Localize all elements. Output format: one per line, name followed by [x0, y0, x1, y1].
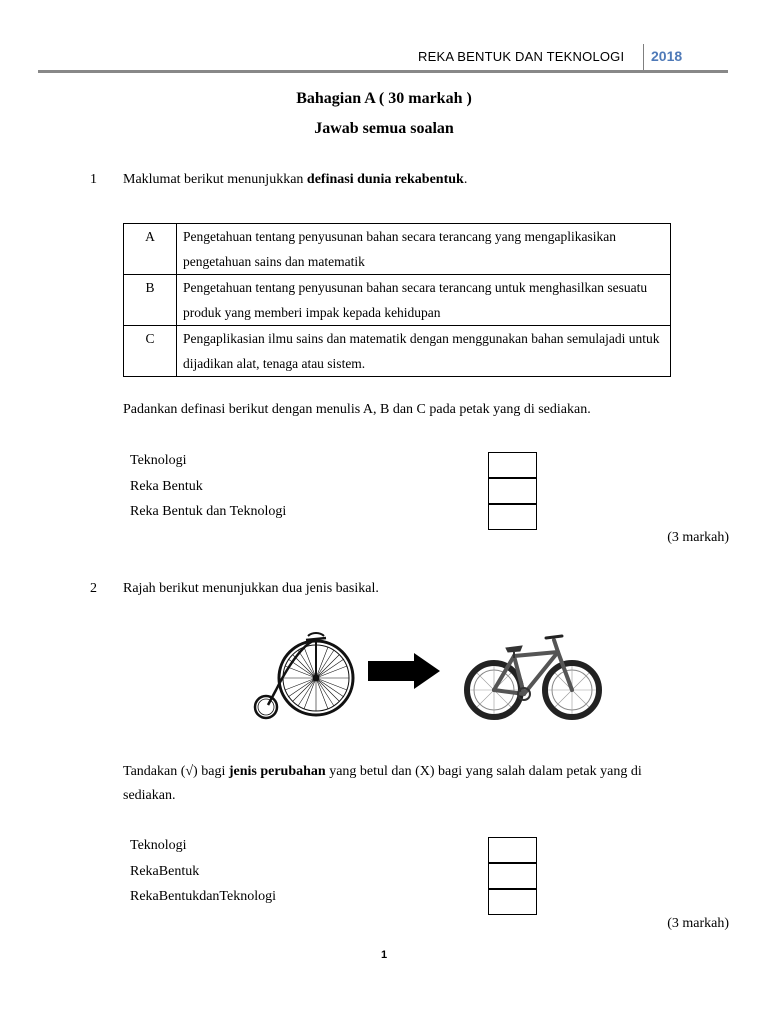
mountain-bicycle-image — [462, 628, 602, 724]
table-row — [124, 326, 671, 377]
q2-instruction-after: yang betul dan (X) bagi yang salah dalam petak yang di — [325, 764, 642, 779]
row-text: Pengetahuan tentang penyusunan bahan secara terancang yang mengaplikasikan pengetahuan sains dan matematik — [177, 224, 671, 275]
section-title: Bahagian A ( 30 markah ) — [296, 90, 472, 107]
q1-prompt — [123, 172, 467, 188]
q1-item-reka-bentuk-dan-teknologi: Reka Bentuk dan Teknologi — [130, 504, 287, 519]
page-number: 1 — [380, 949, 388, 961]
q1-answer-box-3[interactable] — [488, 504, 537, 530]
header-year: 2018 — [651, 48, 683, 64]
q2-instruction-before: Tandakan (√) bagi — [123, 764, 229, 779]
header-title: REKA BENTUK DAN TEKNOLOGI — [418, 49, 625, 64]
q2-item-rekabentuk: RekaBentuk — [130, 864, 200, 879]
q1-item-reka-bentuk: Reka Bentuk — [130, 479, 203, 494]
table-row — [124, 275, 671, 326]
row-text: Pengaplikasian ilmu sains dan matematik dengan menggunakan bahan semulajadi untuk dijadikan alat, tenaga atau sistem. — [177, 326, 671, 377]
q1-number: 1 — [90, 172, 97, 187]
table-row — [124, 224, 671, 275]
penny-farthing-bicycle-image — [246, 630, 358, 722]
header-rule — [38, 70, 728, 73]
q2-marks: (3 markah) — [667, 916, 729, 931]
header-divider — [643, 44, 644, 70]
q1-definition-table — [123, 223, 671, 377]
q2-answer-box-3[interactable] — [488, 889, 537, 915]
q1-prompt-bold: definasi dunia rekabentuk — [306, 172, 464, 187]
q1-prompt-after: . — [463, 172, 468, 187]
q2-instruction-bold: jenis perubahan — [228, 764, 326, 779]
q2-instruction — [123, 764, 642, 780]
q2-prompt: Rajah berikut menunjukkan dua jenis basikal. — [123, 581, 379, 596]
q1-item-teknologi: Teknologi — [130, 453, 187, 468]
q2-number: 2 — [90, 581, 97, 596]
q2-answer-box-2[interactable] — [488, 863, 537, 889]
q2-item-rekabentukdanteknologi: RekaBentukdanTeknologi — [130, 889, 276, 904]
q1-prompt-before: Maklumat berikut menunjukkan — [123, 172, 307, 187]
q1-instruction: Padankan definasi berikut dengan menulis A, B dan C pada petak yang di sediakan. — [123, 402, 591, 417]
q1-answer-box-1[interactable] — [488, 452, 537, 478]
q2-instruction-line2: sediakan. — [123, 788, 176, 803]
q1-marks: (3 markah) — [667, 530, 729, 545]
q1-answer-box-2[interactable] — [488, 478, 537, 504]
row-letter: C — [124, 326, 177, 377]
row-letter: A — [124, 224, 177, 275]
right-arrow-icon — [366, 652, 442, 690]
section-subtitle: Jawab semua soalan — [314, 120, 454, 137]
q2-item-teknologi: Teknologi — [130, 838, 187, 853]
row-text: Pengetahuan tentang penyusunan bahan secara terancang untuk menghasilkan sesuatu produk yang memberi impak kepada kehidupan — [177, 275, 671, 326]
q2-answer-box-1[interactable] — [488, 837, 537, 863]
row-letter: B — [124, 275, 177, 326]
